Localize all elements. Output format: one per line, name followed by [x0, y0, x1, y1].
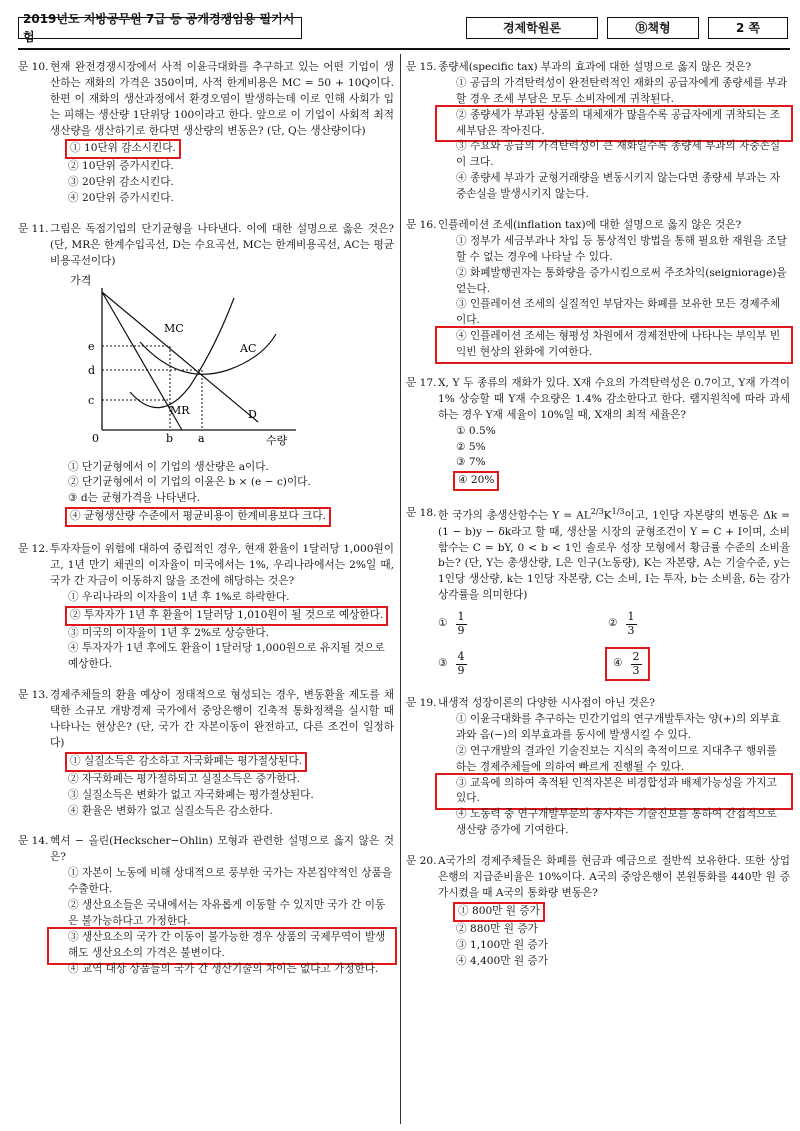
page-number: 2 쪽 [708, 17, 788, 39]
option-3[interactable] [50, 930, 394, 962]
exam-title: 2019년도 지방공무원 7급 등 공개경쟁임용 필기시험 [18, 17, 302, 39]
option-text: ① 단기균형에서 이 기업의 생산량은 a이다. [68, 460, 269, 473]
option-2[interactable] [50, 898, 394, 930]
question-16 [406, 218, 790, 361]
denominator: 9 [457, 663, 465, 677]
question-10 [18, 60, 394, 207]
option-text: ① 정부가 세금부과나 차입 등 통상적인 방법을 통해 필요한 재원을 조달할 수 없는 경우에 나타날 수 있다. [456, 234, 787, 263]
option-4[interactable] [50, 191, 394, 207]
option-mark: ② [608, 617, 618, 630]
option-1[interactable] [50, 866, 394, 898]
question-text: A국가의 경제주체들은 화폐를 현금과 예금으로 절반씩 보유한다. 또한 상업은행의 지급준비율은 10%이다. A국의 중앙은행이 본원통화를 440만 원 증가시켰을 때 A국의 통화량 변동은? [438, 855, 790, 899]
option-2[interactable] [50, 159, 394, 175]
option-text: ① 우리나라의 이자율이 1년 후 1%로 하락한다. [68, 590, 290, 603]
option-2[interactable] [438, 266, 790, 298]
option-2[interactable] [50, 772, 394, 788]
option-3[interactable] [50, 788, 394, 804]
question-number: 문 11. [18, 223, 49, 236]
question-number: 문 19. [406, 697, 437, 710]
subject-label: 경제학원론 [466, 17, 598, 39]
option-3[interactable] [50, 626, 394, 642]
question-text: 그림은 독점기업의 단기균형을 나타낸다. 이에 대한 설명으로 옳은 것은? (단, MR은 한계수입곡선, D는 수요곡선, MC는 한계비용곡선, AC는 평균비용곡선이다) [50, 223, 394, 267]
option-2[interactable] [50, 475, 394, 491]
option-text: ③ d는 균형가격을 나타낸다. [68, 492, 201, 505]
question-number: 문 15. [406, 61, 437, 73]
option-text: ① 이윤극대화를 추구하는 민간기업의 연구개발투자는 양(+)의 외부효과와 음(−)의 외부효과를 동시에 발생시킬 수 있다. [456, 713, 781, 741]
option-text: ① 0.5% [456, 424, 496, 437]
exponent-num: 1 [611, 507, 617, 517]
mc-label: MC [164, 321, 184, 335]
option-2[interactable] [438, 744, 790, 776]
option-text: ③ 생산요소의 국가 간 이동이 불가능한 경우 상품의 국제무역이 발생해도 생산요소의 가격은 불변이다. [68, 930, 386, 959]
option-text: ④ 인플레이션 조세는 형평성 차원에서 경제전반에 나타나는 부익부 빈익빈 현상의 완화에 기여한다. [456, 330, 781, 359]
option-3[interactable] [438, 455, 790, 471]
answer-highlight [605, 647, 650, 681]
demand-curve [102, 292, 258, 422]
option-2[interactable] [438, 440, 790, 456]
option-4[interactable] [438, 807, 790, 839]
option-text: ① 자본이 노동에 비해 상대적으로 풍부한 국가는 자본집약적인 상품을 수출한다. [68, 867, 393, 896]
question-18 [406, 506, 790, 684]
numerator: 1 [457, 610, 465, 623]
option-4[interactable] [438, 954, 790, 970]
option-4[interactable] [438, 171, 790, 203]
fraction [456, 611, 467, 637]
option-4[interactable] [50, 804, 394, 820]
question-20 [406, 854, 790, 969]
question-text: 경제주체들의 환율 예상이 정태적으로 형성되는 경우, 변동환율 제도를 채택한 소규모 개방경제 국가에서 중앙은행이 긴축적 통화정책을 실시할 때 나타나는 현상은? (단, 국가 간 자본이동이 완전하고, 다른 조건이 일정하다) [50, 689, 394, 749]
answer-highlight: ④ 균형생산량 수준에서 평균비용이 한계비용보다 크다. [65, 507, 331, 527]
option-text: ④ 환율은 변화가 없고 실질소득은 감소한다. [68, 804, 273, 817]
question-number: 문 10. [18, 61, 49, 73]
right-column [406, 60, 790, 969]
answer-highlight: ① 10단위 감소시킨다. [65, 139, 181, 159]
question-11 [18, 222, 394, 527]
option-2[interactable] [438, 922, 790, 938]
left-column [18, 60, 394, 977]
booklet-type: Ⓑ책형 [607, 17, 699, 39]
option-4[interactable] [50, 962, 394, 978]
column-divider [400, 54, 401, 1124]
exponent-den: 3 [619, 507, 625, 517]
question-text: X, Y 두 종류의 재화가 있다. X재 수요의 가격탄력성은 0.7이고, Y재 가격이 1% 상승할 때 Y재 수요량은 1.4% 감소한다고 한다. 램지원칙에 따라 과세하는 경우 Y재 세율이 10%일 때, X재의 최적 세율은? [438, 377, 790, 421]
option-1[interactable] [438, 234, 790, 266]
option-row-1 [438, 604, 790, 644]
option-text: ② 자국화폐는 평가절하되고 실질소득은 증가한다. [68, 772, 301, 785]
question-number: 문 17. [406, 377, 437, 390]
option-3[interactable] [438, 776, 790, 808]
exponent-den: 3 [598, 507, 604, 517]
option-text: ④ 4,400만 원 증가 [456, 954, 548, 967]
question-number: 문 16. [406, 219, 437, 232]
answer-highlight: ① 800만 원 증가 [453, 902, 545, 922]
denominator: 9 [457, 623, 465, 637]
option-1[interactable] [50, 752, 394, 772]
x-axis-label: 수량 [266, 433, 288, 447]
option-3[interactable] [438, 297, 790, 329]
answer-highlight: ④ 20% [453, 471, 499, 491]
fraction [456, 651, 467, 677]
option-text: ③ 미국의 이자율이 1년 후 2%로 상승한다. [68, 626, 269, 639]
mr-label: MR [170, 403, 190, 417]
option-text: ③ 실질소득은 변화가 없고 자국화폐는 평가절상된다. [68, 788, 314, 801]
option-4[interactable] [438, 329, 790, 361]
option-text: ③ 7% [456, 456, 486, 469]
option-text: ④ 종량세 부과가 균형거래량을 변동시키지 않는다면 종량세 부과는 자중손실을 발생시키지 않는다. [456, 172, 781, 201]
fraction [626, 611, 637, 637]
option-text: ② 화폐발행권자는 통화량을 증가시킴으로써 주조차익(seigniorage)을 얻는다. [456, 266, 787, 295]
option-3[interactable] [50, 491, 394, 507]
option-text: ④ 투자자가 1년 후에도 환율이 1달러당 1,000원으로 유지될 것으로 예상한다. [68, 642, 385, 671]
option-text: ③ 인플레이션 조세의 실질적인 부담자는 화폐를 보유한 모든 경제주체이다. [456, 298, 781, 327]
tick-d: d [88, 363, 96, 377]
option-text: ④ 20단위 증가시킨다. [68, 192, 174, 205]
option-3[interactable] [438, 938, 790, 954]
question-number: 문 14. [18, 835, 49, 848]
option-2[interactable] [438, 108, 790, 140]
tick-a: a [198, 431, 205, 445]
question-text: 현재 완전경쟁시장에서 사적 이윤극대화를 추구하고 있는 어떤 기업이 생산하는 재화의 가격은 350이며, 사적 한계비용은 MC = 50 + 10Q이다. 한편 이 재화의 생산과정에서 환경오염이 발생하는데 이로 인해 사회가 입는 피해는 생산량 1단위당 100이라고 한다. 앞으로 이 기업이 사회적 최적생산량을 생산하기로 한다면 생산량의 변동은? (단, Q는 생산량이다) [50, 61, 394, 137]
fraction [631, 651, 642, 677]
demand-label: D [248, 407, 257, 421]
option-text: ② 10단위 증가시킨다. [68, 160, 174, 173]
question-text: 내생적 성장이론의 다양한 시사점이 아닌 것은? [438, 697, 655, 710]
option-1[interactable] [50, 139, 394, 159]
question-number: 문 18. [406, 507, 437, 520]
option-3[interactable] [50, 175, 394, 191]
option-text: ② 5% [456, 440, 486, 453]
question-13 [18, 688, 394, 819]
question-text: 한 국가의 총생산함수는 $Y = AL^{2/3}K^{1/3}$이고, 1인당 자본량의 변동은 Δk = (1 − b)y − δk라고 할 때, 생산물 시장의 균형조건이 Y = C + I이며, 소비함수는 C = bY, 0 < b < 1인 솔로우 성장 모형에서 황금률 수준의 소비율 b는? (단, Y는 총생산량, L은 인구(노동량), K는 자본량, A는 기술수준, y는 1인당 생산량, k는 1인당 자본량, C는 소비, I는 투자, b는 소비율, δ는 감가상각률을 의미한다) [438, 507, 790, 602]
header-divider [18, 48, 790, 50]
option-text: ④ 교역 대상 상품들의 국가 간 생산기술의 차이는 없다고 가정한다. [68, 962, 379, 975]
origin-label: 0 [92, 431, 99, 445]
question-text: 헥셔 − 올린(Heckscher−Ohlin) 모형과 관련한 설명으로 옳지 않은 것은? [50, 835, 394, 864]
option-mark: ③ [438, 657, 448, 670]
answer-highlight: ② 투자자가 1년 후 환율이 1달러당 1,010원이 될 것으로 예상한다. [65, 606, 388, 626]
question-text: 인플레이션 조세(inflation tax)에 대한 설명으로 옳지 않은 것은? [438, 219, 742, 232]
question-14 [18, 834, 394, 977]
question-text-part: 이고, 1인당 자본량의 변동은 Δk = (1 − b)y − δk라고 할 때, 생산물 시장의 균형조건이 Y = C + I이며, 소비함수는 C = bY, 0 < b < 1인 솔로우 성장 모형에서 황금률 수준의 소비율 b는? (단, Y는 총생산량, L은 인구(노동량), K는 자본량, A는 기술수준, y는 1인당 생산량, k는 1인당 자본량, C는 소비, I는 투자, b는 소비율, δ는 감가상각률을 의미한다) [438, 509, 790, 602]
question-text: 투자자들이 위험에 대하여 중립적인 경우, 현재 환율이 1달러당 1,000원이고, 1년 만기 채권의 이자율이 미국에서는 1%, 우리나라에서는 2%일 때, 국가 간 자금이 이동하지 않을 조건에 해당하는 것은? [50, 543, 394, 587]
option-text: ② 연구개발의 결과인 기술진보는 지식의 축적이므로 지대추구 행위를 하는 경제주체들에 의하여 빠르게 진행될 수 있다. [456, 744, 777, 773]
question-15 [406, 60, 790, 203]
question-12 [18, 542, 394, 673]
option-text: ② 생산요소들은 국내에서는 자유롭게 이동할 수 있지만 국가 간 이동은 불가능하다고 가정한다. [68, 898, 386, 927]
option-4[interactable] [608, 647, 778, 681]
question-number: 문 12. [18, 543, 49, 556]
option-text: ① 공급의 가격탄력성이 완전탄력적인 재화의 공급자에게 종량세를 부과할 경우 조세 부담은 모두 소비자에게 귀착된다. [456, 76, 787, 105]
question-text-part: 한 국가의 총생산함수는 Y = AL [438, 509, 591, 522]
exam-header [0, 0, 800, 44]
option-3[interactable] [438, 651, 608, 677]
option-1[interactable] [50, 590, 394, 606]
option-text: ③ 1,100만 원 증가 [456, 938, 548, 951]
option-1[interactable] [438, 902, 790, 922]
option-3[interactable] [438, 139, 790, 171]
answer-highlight: ① 실질소득은 감소하고 자국화폐는 평가절상된다. [65, 752, 307, 772]
tick-b: b [166, 431, 174, 445]
tick-c: c [88, 393, 95, 407]
marginal-cost-curve [130, 298, 234, 408]
question-number: 문 13. [18, 689, 49, 702]
option-mark: ④ [613, 657, 623, 670]
option-1[interactable] [438, 76, 790, 108]
option-2[interactable] [50, 606, 394, 626]
question-19 [406, 696, 790, 839]
option-text: ② 880만 원 증가 [456, 922, 538, 935]
tick-e: e [88, 339, 95, 353]
question-text: 종량세(specific tax) 부과의 효과에 대한 설명으로 옳지 않은 것은? [438, 61, 752, 73]
option-text: ③ 수요와 공급의 가격탄력성이 큰 재화일수록 종량세 부과의 자중손실이 크다. [456, 140, 781, 169]
option-1[interactable] [438, 424, 790, 440]
option-text: ④ 노동력 중 연구개발부문의 종사자는 기술진보를 통하여 간접적으로 생산량 증가에 기여한다. [456, 808, 777, 837]
option-mark: ① [438, 617, 448, 630]
denominator: 3 [627, 623, 635, 637]
question-17 [406, 376, 790, 491]
y-axis-label: 가격 [70, 273, 92, 287]
option-text: ② 단기균형에서 이 기업의 이윤은 b × (e − c)이다. [68, 476, 311, 489]
option-1[interactable] [50, 460, 394, 476]
option-text: ③ 20단위 감소시킨다. [68, 176, 174, 189]
numerator: 1 [627, 610, 635, 623]
exponent-num: 2 [590, 507, 596, 517]
option-4[interactable] [50, 641, 394, 673]
option-4[interactable] [438, 471, 790, 491]
option-text: ③ 교육에 의하여 축적된 인적자본은 비경합성과 배제가능성을 가지고 있다. [456, 776, 777, 805]
monopoly-equilibrium-graph [70, 274, 310, 450]
option-4[interactable] [50, 507, 394, 527]
denominator: 3 [632, 663, 640, 677]
numerator: 2 [632, 650, 640, 663]
ac-label: AC [240, 341, 257, 355]
option-2[interactable] [608, 611, 778, 637]
question-text-part: K [603, 509, 612, 522]
question-number: 문 20. [406, 855, 437, 868]
option-1[interactable] [438, 712, 790, 744]
numerator: 4 [457, 650, 465, 663]
option-1[interactable] [438, 611, 608, 637]
option-text: ② 종량세가 부과된 상품의 대체재가 많을수록 공급자에게 귀착되는 조세부담은 작아진다. [456, 108, 781, 137]
option-row-2 [438, 644, 790, 684]
